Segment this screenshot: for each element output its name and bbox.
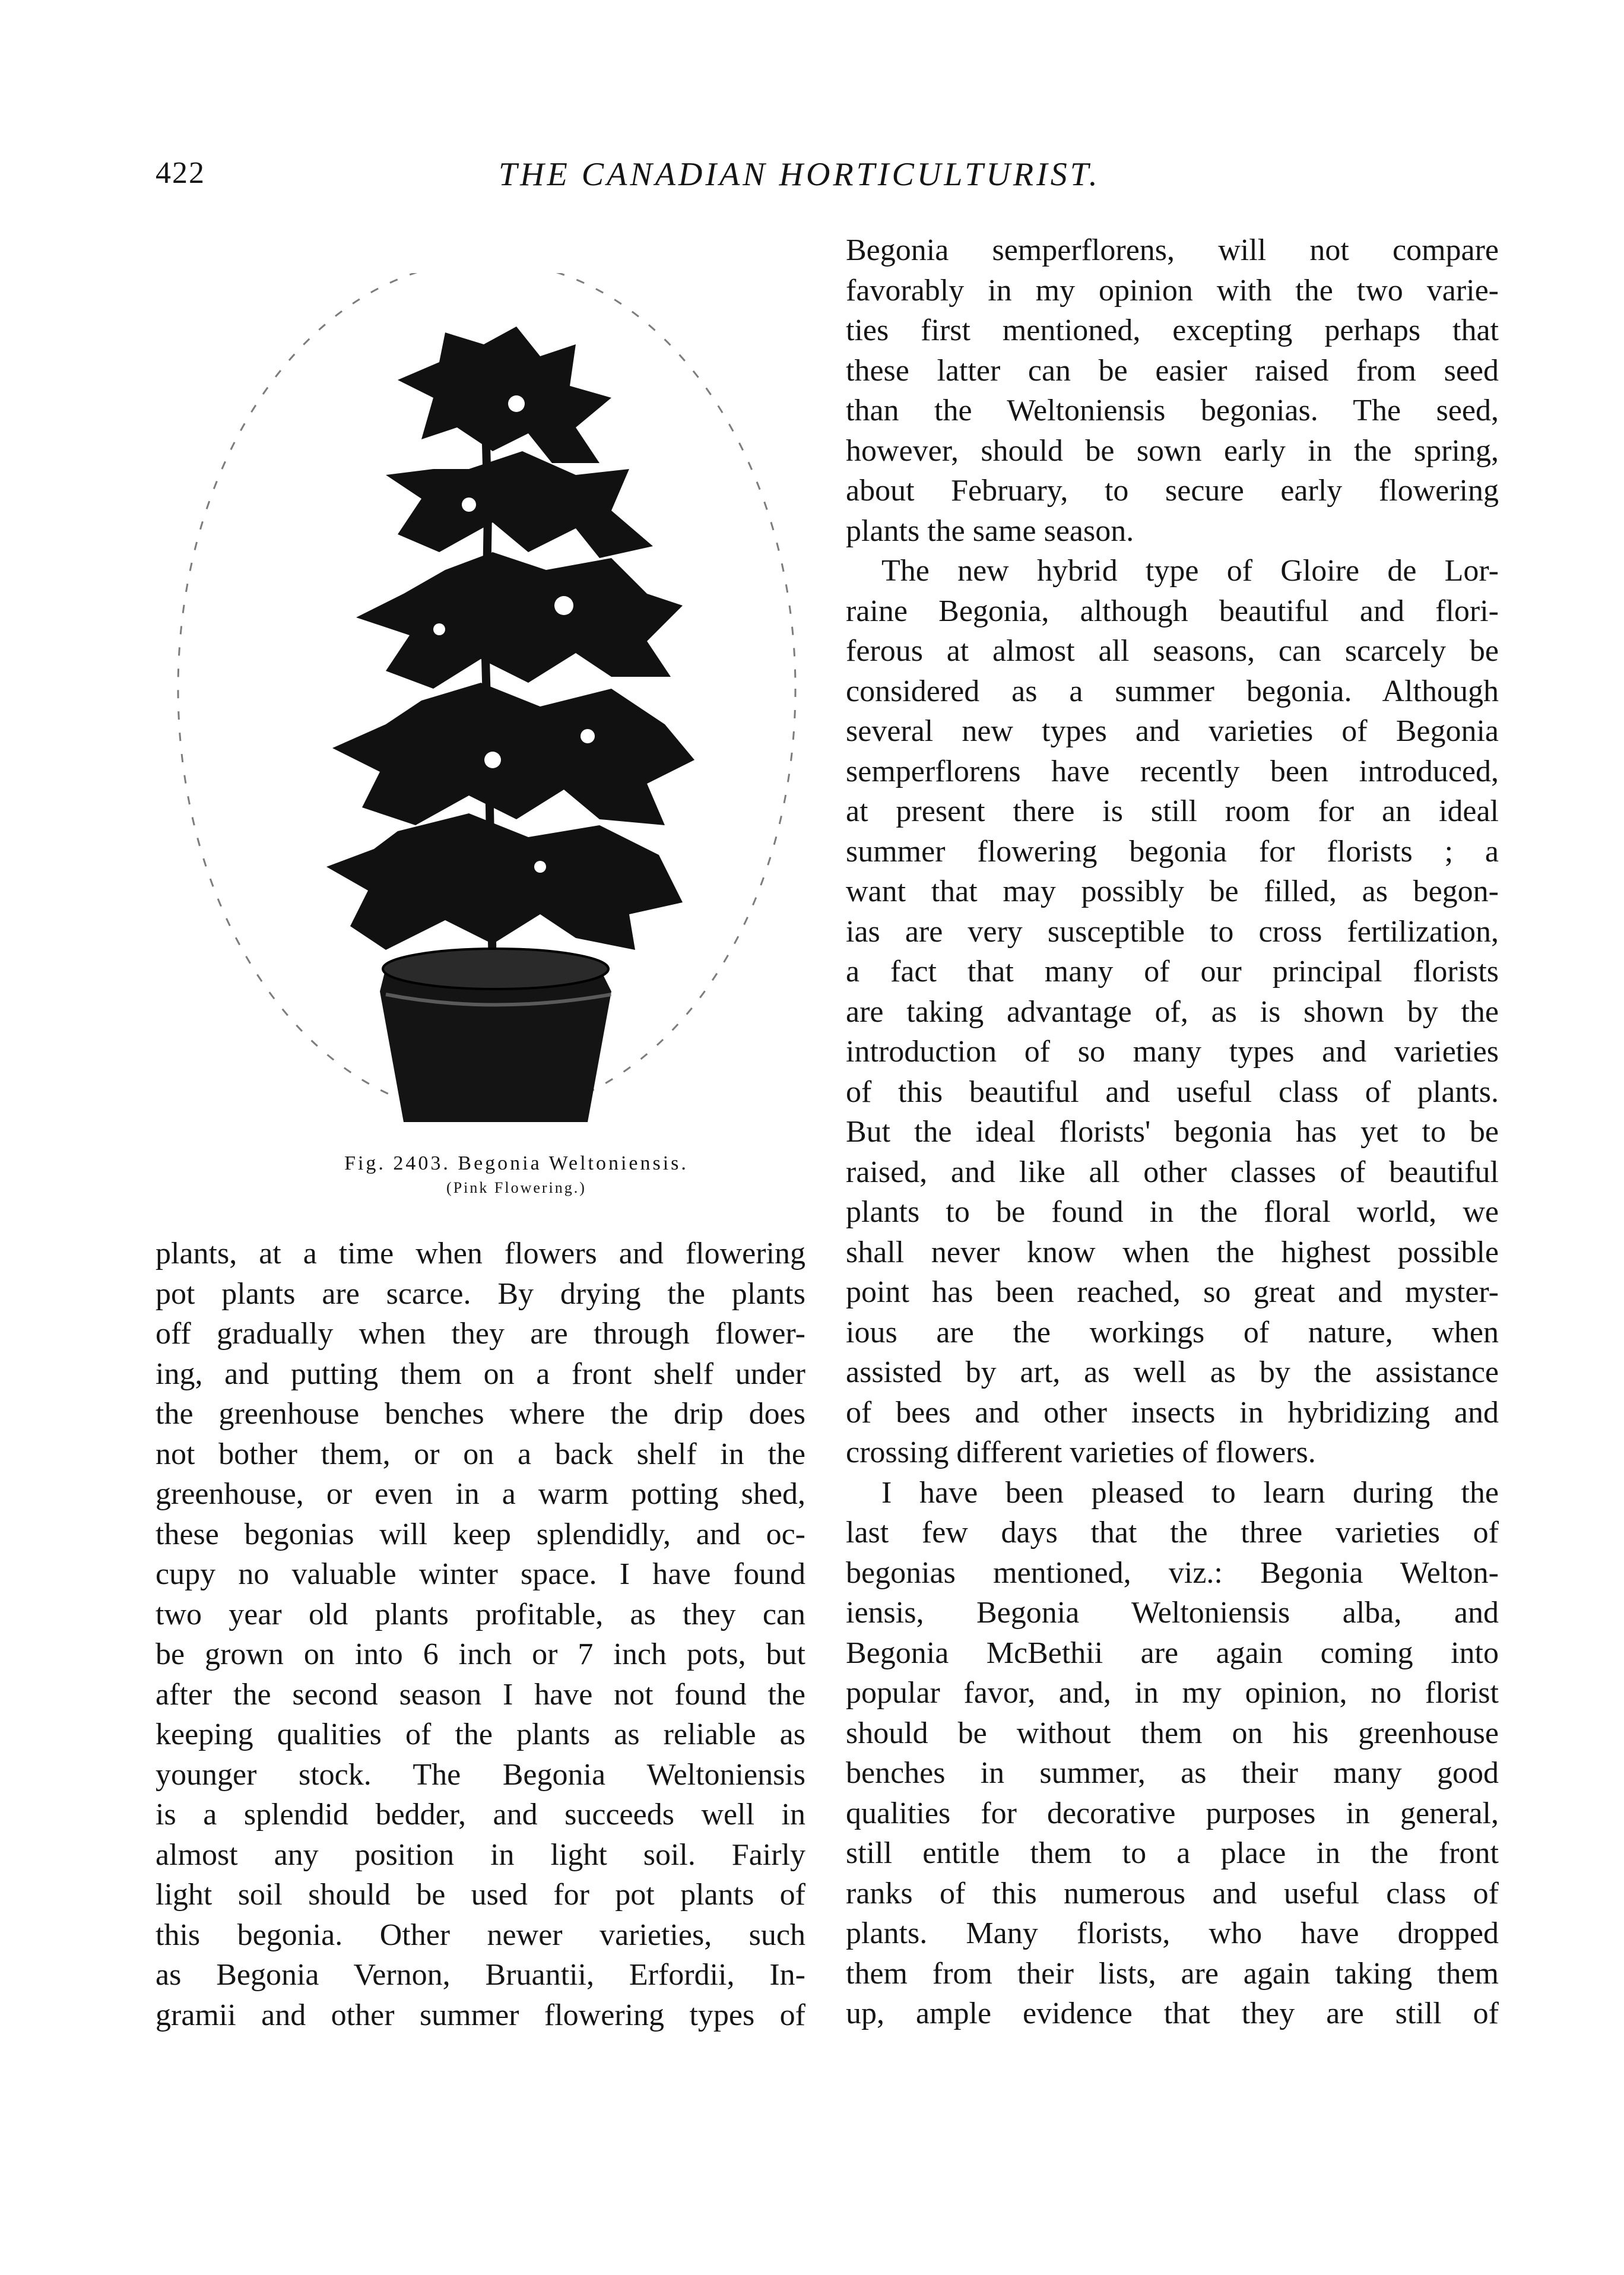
caption-main: Fig. 2403. Begonia Weltoniensis. bbox=[344, 1152, 689, 1174]
text-line: the greenhouse benches where the drip does bbox=[156, 1397, 805, 1431]
text-line: this begonia. Other newer varieties, such bbox=[156, 1918, 805, 1952]
text-line: off gradually when they are through flower- bbox=[156, 1317, 805, 1351]
text-line: cupy no valuable winter space. I have found bbox=[156, 1557, 805, 1591]
text-line: considered as a summer begonia. Although bbox=[846, 674, 1499, 708]
text-line: introduction of so many types and varieties bbox=[846, 1035, 1499, 1069]
text-line: keeping qualities of the plants as reliable as bbox=[156, 1718, 805, 1751]
text-line: crossing different varieties of flowers. bbox=[846, 1436, 1316, 1469]
text-line: them from their lists, are again taking them bbox=[846, 1956, 1499, 1991]
text-line: younger stock. The Begonia Weltoniensis bbox=[156, 1757, 805, 1792]
text-line: of this beautiful and useful class of plants. bbox=[846, 1075, 1499, 1109]
text-line: two year old plants profitable, as they can bbox=[156, 1597, 805, 1631]
text-line: of bees and other insects in hybridizing and bbox=[846, 1395, 1499, 1430]
running-title: THE CANADIAN HORTICULTURIST. bbox=[499, 156, 1100, 193]
text-line: still entitle them to a place in the front bbox=[846, 1836, 1499, 1870]
text-line: ious are the workings of nature, when bbox=[846, 1315, 1499, 1349]
text-line: But the ideal florists' begonia has yet to be bbox=[846, 1115, 1499, 1149]
text-line: a fact that many of our principal florists bbox=[846, 955, 1499, 988]
page-number: 422 bbox=[156, 156, 205, 190]
text-line: benches in summer, as their many good bbox=[846, 1756, 1499, 1790]
text-line: shall never know when the highest possible bbox=[846, 1235, 1499, 1269]
text-line: however, should be sown early in the spring, bbox=[846, 433, 1499, 468]
text-line: ties first mentioned, excepting perhaps that bbox=[846, 313, 1499, 347]
text-line: ranks of this numerous and useful class of bbox=[846, 1876, 1499, 1910]
text-line: iensis, Begonia Weltoniensis alba, and bbox=[846, 1596, 1499, 1630]
text-line: favorably in my opinion with the two varie- bbox=[846, 273, 1499, 308]
text-line: than the Weltoniensis begonias. The seed, bbox=[846, 394, 1499, 427]
text-line: plants to be found in the floral world, we bbox=[846, 1195, 1499, 1229]
text-line: plants. Many florists, who have dropped bbox=[846, 1916, 1499, 1950]
text-line: several new types and varieties of Begonia bbox=[846, 714, 1499, 748]
text-line: plants the same season. bbox=[846, 514, 1134, 548]
text-line: ing, and putting them on a front shelf under bbox=[156, 1357, 805, 1391]
text-line: greenhouse, or even in a warm potting shed, bbox=[156, 1477, 805, 1511]
text-line: are taking advantage of, as is shown by the bbox=[846, 994, 1499, 1029]
text-line: last few days that the three varieties of bbox=[846, 1516, 1499, 1550]
text-line: raised, and like all other classes of beautiful bbox=[846, 1155, 1499, 1189]
text-line: raine Begonia, although beautiful and flori- bbox=[846, 594, 1499, 628]
text-line: semperflorens have recently been introduced, bbox=[846, 754, 1499, 788]
text-line: these latter can be easier raised from seed bbox=[846, 353, 1499, 388]
text-line: qualities for decorative purposes in general, bbox=[846, 1796, 1499, 1830]
text-line: not bother them, or on a back shelf in the bbox=[156, 1437, 805, 1471]
text-line: should be without them on his greenhouse bbox=[846, 1716, 1499, 1750]
text-line: pot plants are scarce. By drying the plants bbox=[156, 1276, 805, 1311]
text-line: about February, to secure early flowering bbox=[846, 474, 1499, 508]
right-column-text bbox=[846, 230, 1499, 2034]
text-line: these begonias will keep splendidly, and oc- bbox=[156, 1517, 805, 1551]
text-line: gramii and other summer flowering types of bbox=[156, 1998, 805, 2032]
text-line: Begonia semperflorens, will not compare bbox=[846, 233, 1499, 267]
text-line: plants, at a time when flowers and flowering bbox=[156, 1237, 805, 1270]
left-column-text bbox=[156, 1234, 805, 2035]
text-line: as Begonia Vernon, Bruantii, Erfordii, In- bbox=[156, 1958, 805, 1992]
text-line: ias are very susceptible to cross fertilization, bbox=[846, 914, 1499, 949]
text-line: after the second season I have not found the bbox=[156, 1677, 805, 1712]
text-line: is a splendid bedder, and succeeds well in bbox=[156, 1798, 805, 1832]
figure-begonia bbox=[160, 273, 813, 1152]
text-line: point has been reached, so great and myster- bbox=[846, 1275, 1499, 1309]
text-line: light soil should be used for pot plants of bbox=[156, 1878, 805, 1912]
caption-sub: (Pink Flowering.) bbox=[446, 1178, 586, 1196]
text-line: at present there is still room for an ideal bbox=[846, 794, 1499, 828]
text-line: begonias mentioned, viz.: Begonia Welton- bbox=[846, 1555, 1499, 1590]
text-line: summer flowering begonia for florists ; a bbox=[846, 834, 1499, 869]
text-line: I have been pleased to learn during the bbox=[881, 1475, 1499, 1510]
text-line: assisted by art, as well as by the assistance bbox=[846, 1355, 1499, 1389]
begonia-plant-illustration bbox=[160, 273, 813, 1152]
text-line: up, ample evidence that they are still of bbox=[846, 1997, 1499, 2030]
text-line: want that may possibly be filled, as begon- bbox=[846, 874, 1499, 908]
text-line: popular favor, and, in my opinion, no florist bbox=[846, 1676, 1499, 1710]
text-line: The new hybrid type of Gloire de Lor- bbox=[881, 554, 1499, 588]
text-line: Begonia McBethii are again coming into bbox=[846, 1636, 1499, 1670]
text-line: be grown on into 6 inch or 7 inch pots, but bbox=[156, 1637, 805, 1671]
text-line: almost any position in light soil. Fairly bbox=[156, 1837, 805, 1872]
text-line: ferous at almost all seasons, can scarcely be bbox=[846, 634, 1499, 668]
figure-caption bbox=[249, 1152, 784, 1197]
